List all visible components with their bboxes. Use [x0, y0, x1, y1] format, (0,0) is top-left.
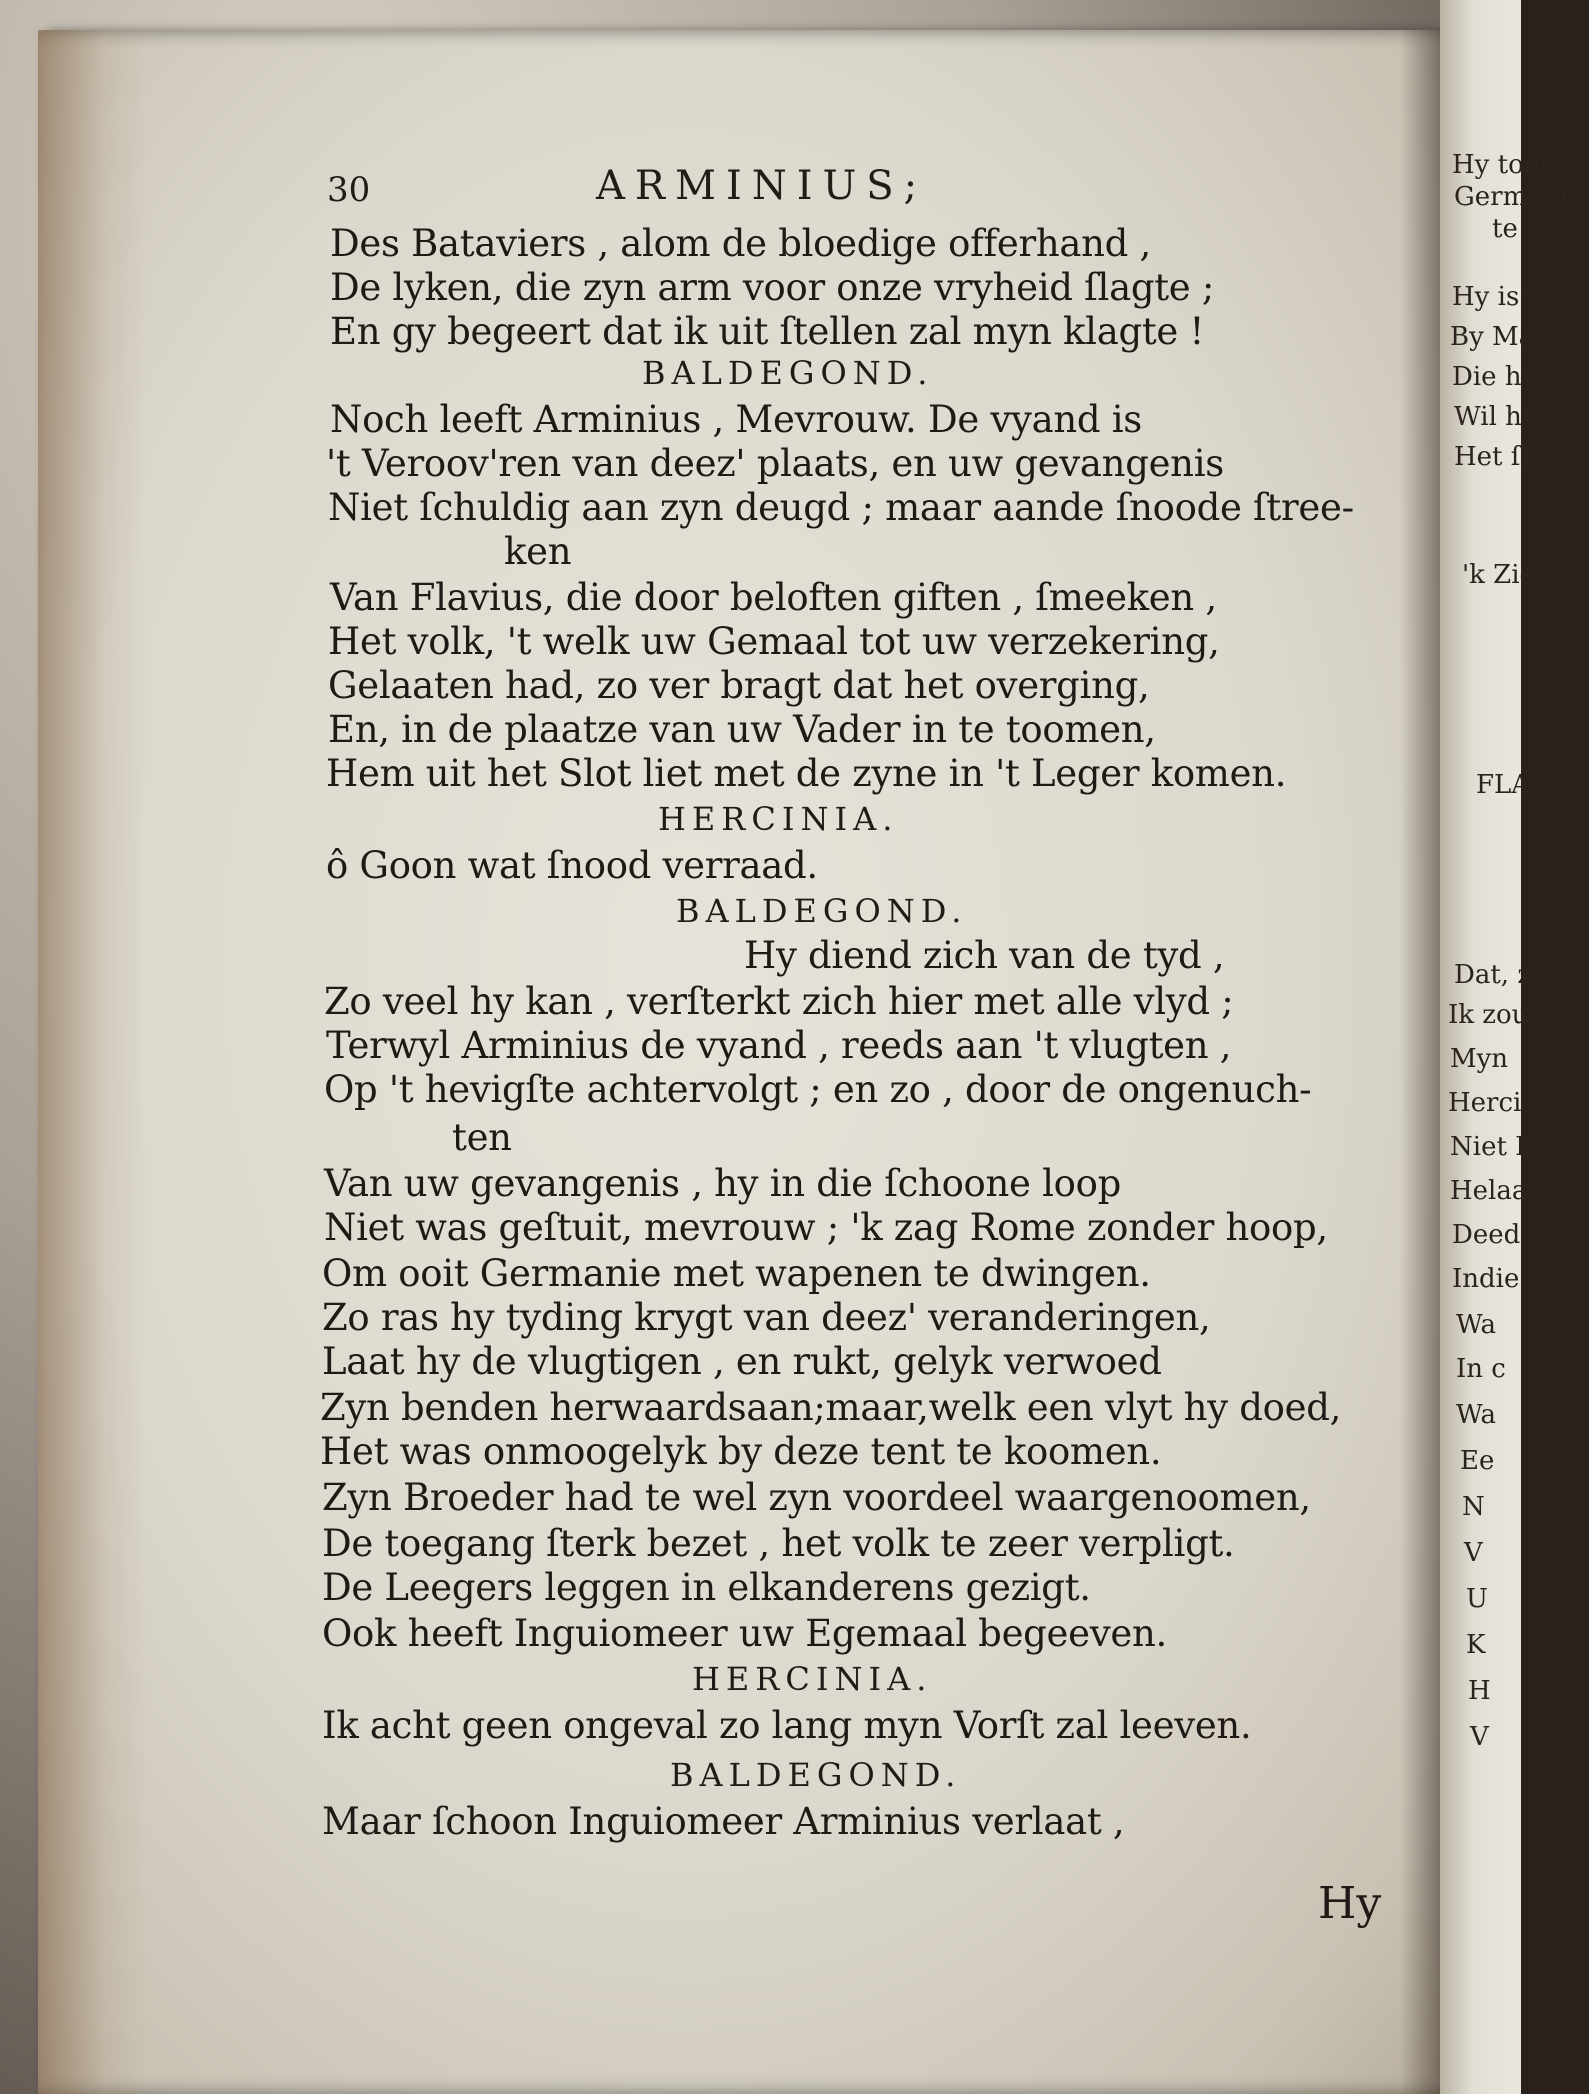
verse-line: Noch leeft Arminius , Mevrouw. De vyand is: [330, 398, 1142, 441]
facing-page-fragment: By Maro: [1450, 322, 1563, 352]
facing-page-fragment: H: [1468, 1676, 1491, 1706]
facing-page-fragment: Germanic: [1454, 182, 1583, 212]
facing-page-fragment: U: [1466, 1584, 1488, 1614]
facing-page-fragment: Deed: [1452, 1220, 1521, 1250]
facing-page-fragment: N: [1462, 1492, 1485, 1522]
facing-page-fragment: te: [1492, 214, 1518, 244]
speaker-name: BALDEGOND.: [670, 1756, 962, 1794]
running-title: ARMINIUS;: [596, 163, 928, 209]
verse-line: Laat hy de vlugtigen , en rukt, gelyk verwoed: [322, 1340, 1162, 1383]
verse-line: Zo veel hy kan , verſterkt zich hier met alle vlyd ;: [324, 980, 1234, 1023]
verse-line: Ik acht geen ongeval zo lang myn Vorſt zal leeven.: [322, 1704, 1252, 1747]
verse-line: Hy diend zich van de tyd ,: [744, 934, 1225, 977]
verse-line: De toegang ſterk bezet , het volk te zeer verpligt.: [322, 1522, 1235, 1565]
verse-line: Van uw gevangenis , hy in die ſchoone loop: [324, 1162, 1121, 1205]
speaker-name: BALDEGOND.: [642, 354, 934, 392]
verse-line: Maar ſchoon Inguiomeer Arminius verlaat ,: [322, 1800, 1125, 1843]
verse-line: ten: [452, 1116, 512, 1159]
facing-page-fragment: K: [1466, 1630, 1486, 1660]
verse-line: Terwyl Arminius de vyand , reeds aan 't vlugten ,: [326, 1024, 1232, 1067]
facing-page-fragment: Wa: [1456, 1310, 1496, 1340]
facing-page-fragment: FLA: [1476, 770, 1531, 800]
facing-page-fragment: Herci: [1448, 1088, 1522, 1118]
verse-line: Ook heeft Inguiomeer uw Egemaal begeeven.: [322, 1612, 1167, 1655]
verse-line: Gelaaten had, zo ver bragt dat het overging,: [328, 664, 1150, 707]
speaker-name: BALDEGOND.: [676, 892, 968, 930]
verse-line: Hem uit het Slot liet met de zyne in 't Leger komen.: [326, 752, 1287, 795]
facing-page-fragment: Ee: [1460, 1446, 1495, 1476]
facing-page-fragment: Myn: [1450, 1044, 1509, 1074]
verse-line: Niet was geſtuit, mevrouw ; 'k zag Rome zonder hoop,: [324, 1206, 1328, 1249]
verse-line: En, in de plaatze van uw Vader in te toomen,: [328, 708, 1156, 751]
verse-line: Het volk, 't welk uw Gemaal tot uw verzekering,: [328, 620, 1220, 663]
verse-line: Niet ſchuldig aan zyn deugd ; maar aande ſnoode ſtree-: [328, 486, 1354, 529]
verse-line: En gy begeert dat ik uit ſtellen zal myn klagte !: [330, 310, 1205, 353]
facing-page-fragment: Wa: [1456, 1400, 1496, 1430]
verse-line: Zo ras hy tyding krygt van deez' veranderingen,: [322, 1296, 1211, 1339]
facing-page-fragment: Hy is ver: [1452, 282, 1571, 312]
facing-page-fragment: Indie: [1452, 1264, 1520, 1294]
verse-line: ô Goon wat ſnood verraad.: [326, 844, 818, 887]
facing-page-fragment: V: [1470, 1722, 1489, 1752]
facing-page-fragment: Ik zou: [1448, 1000, 1529, 1030]
verse-line: Om ooit Germanie met wapenen te dwingen.: [322, 1252, 1151, 1295]
facing-page-fragment: Hy toont z: [1452, 150, 1589, 180]
speaker-name: HERCINIA.: [658, 800, 899, 838]
facing-page-fragment: Helaa: [1450, 1176, 1528, 1206]
verse-line: Zyn Broeder had te wel zyn voordeel waargenoomen,: [322, 1476, 1311, 1519]
catchword: Hy: [1318, 1878, 1382, 1929]
facing-page-fragment: Niet I: [1450, 1132, 1526, 1162]
facing-page-fragment: Dat, z: [1454, 960, 1532, 990]
facing-page-fragment: Wil hy e: [1454, 402, 1561, 432]
facing-page-fragment: Die hy v: [1452, 362, 1560, 392]
verse-line: De lyken, die zyn arm voor onze vryheid ſlagte ;: [330, 266, 1215, 309]
page-number: 30: [327, 170, 371, 210]
verse-line: Van Flavius, die door beloften giften , ſmeeken ,: [330, 576, 1217, 619]
facing-page-fragment: 'k Zie F: [1462, 560, 1562, 590]
verse-line: ken: [504, 530, 572, 573]
verse-line: Zyn benden herwaardsaan;maar,welk een vlyt hy doed,: [320, 1386, 1342, 1429]
facing-page-fragment: Het ſpy: [1454, 442, 1552, 472]
speaker-name: HERCINIA.: [692, 1660, 933, 1698]
verse-line: Het was onmoogelyk by deze tent te koomen.: [320, 1430, 1162, 1473]
facing-page-fragment: In c: [1456, 1354, 1506, 1384]
verse-line: De Leegers leggen in elkanderens gezigt.: [322, 1566, 1091, 1609]
verse-line: Op 't hevigſte achtervolgt ; en zo , door de ongenuch-: [324, 1068, 1312, 1111]
verse-line: Des Bataviers , alom de bloedige offerhand ,: [330, 222, 1151, 265]
verse-line: 't Veroov'ren van deez' plaats, en uw gevangenis: [326, 442, 1224, 485]
facing-page-fragment: V: [1464, 1538, 1483, 1568]
